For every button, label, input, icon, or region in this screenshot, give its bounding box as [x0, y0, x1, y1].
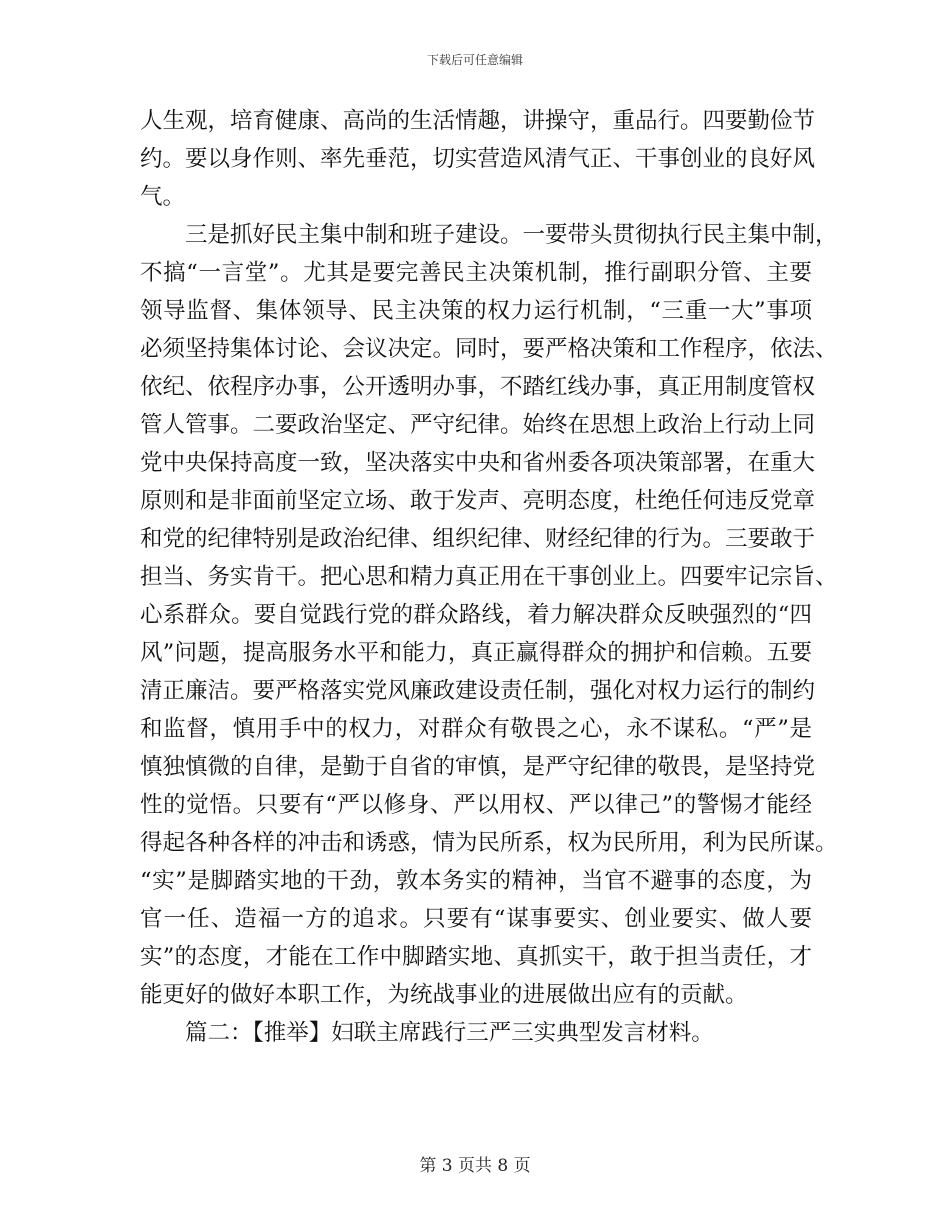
text-line: “实”是脚踏实地的干劲，敦本务实的精神，当官不避事的态度，为: [140, 868, 812, 894]
text-line: 和党的纪律特别是政治纪律、组织纪律、财经纪律的行为。三要敢于: [140, 526, 816, 552]
text-line: 风”问题，提高服务水平和能力，真正赢得群众的拥护和信赖。五要: [140, 640, 812, 666]
text-line: 人生观，培育健康、高尚的生活情趣，讲操守，重品行。四要勤俭节: [140, 108, 816, 134]
text-line: 不搞“一言堂”。尤其是要完善民主决策机制，推行副职分管、主要: [140, 260, 812, 286]
page-header: 下载后可任意编辑: [426, 53, 523, 67]
text-line: 担当、务实肯干。把心思和精力真正用在干事创业上。四要牢记宗旨、: [140, 564, 838, 590]
text-line: 性的觉悟。只要有“严以修身、严以用权、严以律己”的警惕才能经: [140, 792, 812, 818]
page-number: 第 3 页共 8 页: [419, 1156, 531, 1176]
text-line: 气。: [140, 184, 186, 210]
document-body: [140, 102, 838, 1052]
text-line: 和监督，慎用手中的权力，对群众有敬畏之心，永不谋私。“严”是: [140, 716, 812, 742]
text-line: 官一任、造福一方的追求。只要有“谋事要实、创业要实、做人要: [140, 906, 812, 932]
section-heading: 篇二：【推举】妇联主席践行三严三实典型发言材料。: [185, 1020, 714, 1046]
text-line: 原则和是非面前坚定立场、敢于发声、亮明态度，杜绝任何违反党章: [140, 488, 816, 514]
text-line: 管人管事。二要政治坚定、严守纪律。始终在思想上政治上行动上同: [140, 412, 816, 438]
text-line: 领导监督、集体领导、民主决策的权力运行机制，“三重一大”事项: [140, 298, 812, 324]
text-line: 得起各种各样的冲击和诱惑，情为民所系，权为民所用，利为民所谋。: [140, 830, 838, 856]
text-line: 依纪、依程序办事，公开透明办事，不踏红线办事，真正用制度管权: [140, 374, 816, 400]
text-line: 心系群众。要自觉践行党的群众路线，着力解决群众反映强烈的“四: [140, 602, 812, 628]
text-line: 能更好的做好本职工作，为统战事业的进展做出应有的贡献。: [140, 982, 748, 1008]
paragraph-start-line: 三是抓好民主集中制和班子建设。一要带头贯彻执行民主集中制，: [185, 222, 838, 248]
text-line: 党中央保持高度一致，坚决落实中央和省州委各项决策部署，在重大: [140, 450, 816, 476]
text-line: 约。要以身作则、率先垂范，切实营造风清气正、干事创业的良好风: [140, 146, 816, 172]
text-line: 慎独慎微的自律，是勤于自省的审慎，是严守纪律的敬畏，是坚持党: [140, 754, 816, 780]
text-line: 必须坚持集体讨论、会议决定。同时，要严格决策和工作程序，依法、: [140, 336, 838, 362]
text-line: 实”的态度，才能在工作中脚踏实地、真抓实干，敢于担当责任，才: [140, 944, 812, 970]
text-line: 清正廉洁。要严格落实党风廉政建设责任制，强化对权力运行的制约: [140, 678, 816, 704]
